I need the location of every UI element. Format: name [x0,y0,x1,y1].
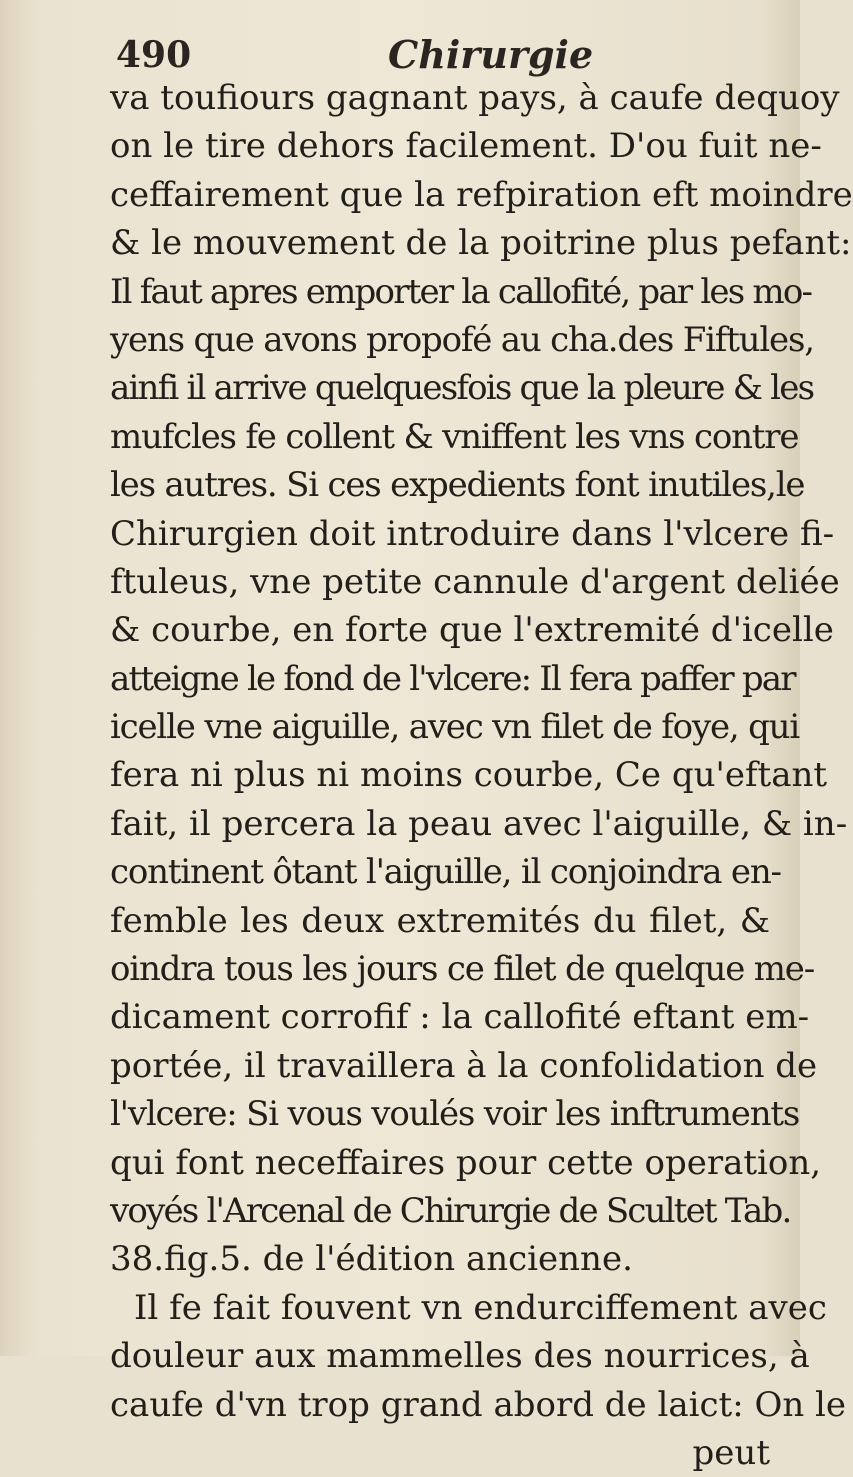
text-line: les autres. Si ces expedients font inutiles,le [110,465,805,506]
catchword: peut [692,1432,770,1473]
text-line: & courbe, en forte que l'extremité d'icelle [110,610,834,651]
text-line: ainfi il arrive quelquesfois que la pleure & les [110,368,814,409]
text-line: Chirurgien doit introduire dans l'vlcere fi- [110,513,835,554]
running-head: Chirurgie [388,32,594,77]
text-line: dicament corrofif : la callofité eftant em- [110,997,810,1038]
text-line: continent ôtant l'aiguille, il conjoindra en- [110,852,781,893]
text-line: Il faut apres emporter la callofité, par les mo- [110,271,812,312]
text-line: douleur aux mammelles des nourrices, à [110,1336,810,1377]
text-line: qui font neceffaires pour cette operation, [110,1142,822,1183]
text-line: fera ni plus ni moins courbe, Ce qu'eftant [110,755,828,796]
text-line: Il fe fait fouvent vn endurciffement avec [134,1287,827,1328]
text-line: 38.fig.5. de l'édition ancienne. [110,1239,633,1280]
page-number: 490 [116,34,192,76]
text-line: ftuleus, vne petite cannule d'argent deliée [110,561,840,602]
text-line: icelle vne aiguille, avec vn filet de foye, qui [110,707,800,748]
body-text [110,74,853,1477]
text-line: fait, il percera la peau avec l'aiguille, & in- [110,803,848,844]
text-line: oindra tous les jours ce filet de quelque me- [110,949,814,990]
text-line: ceffairement que la refpiration eft moindre [110,174,853,215]
text-line: atteigne le fond de l'vlcere: Il fera paffer par [110,658,795,699]
text-line: yens que avons propofé au cha.des Fiftules, [110,319,814,360]
text-line: & le mouvement de la poitrine plus pefant: [110,223,852,264]
text-line: voyés l'Arcenal de Chirurgie de Scultet Tab. [110,1190,791,1231]
text-line: mufcles fe collent & vniffent les vns contre [110,416,799,457]
text-line: on le tire dehors facilement. D'ou fuit ne- [110,126,822,167]
text-line: va toufiours gagnant pays, à caufe dequoy [110,78,840,118]
text-line: l'vlcere: Si vous voulés voir les inftruments [110,1094,800,1135]
text-line: portée, il travaillera à la confolidation de [110,1045,818,1086]
text-line: femble les deux extremités du filet, & [110,900,770,941]
text-line: caufe d'vn trop grand abord de laict: On le [110,1384,847,1425]
